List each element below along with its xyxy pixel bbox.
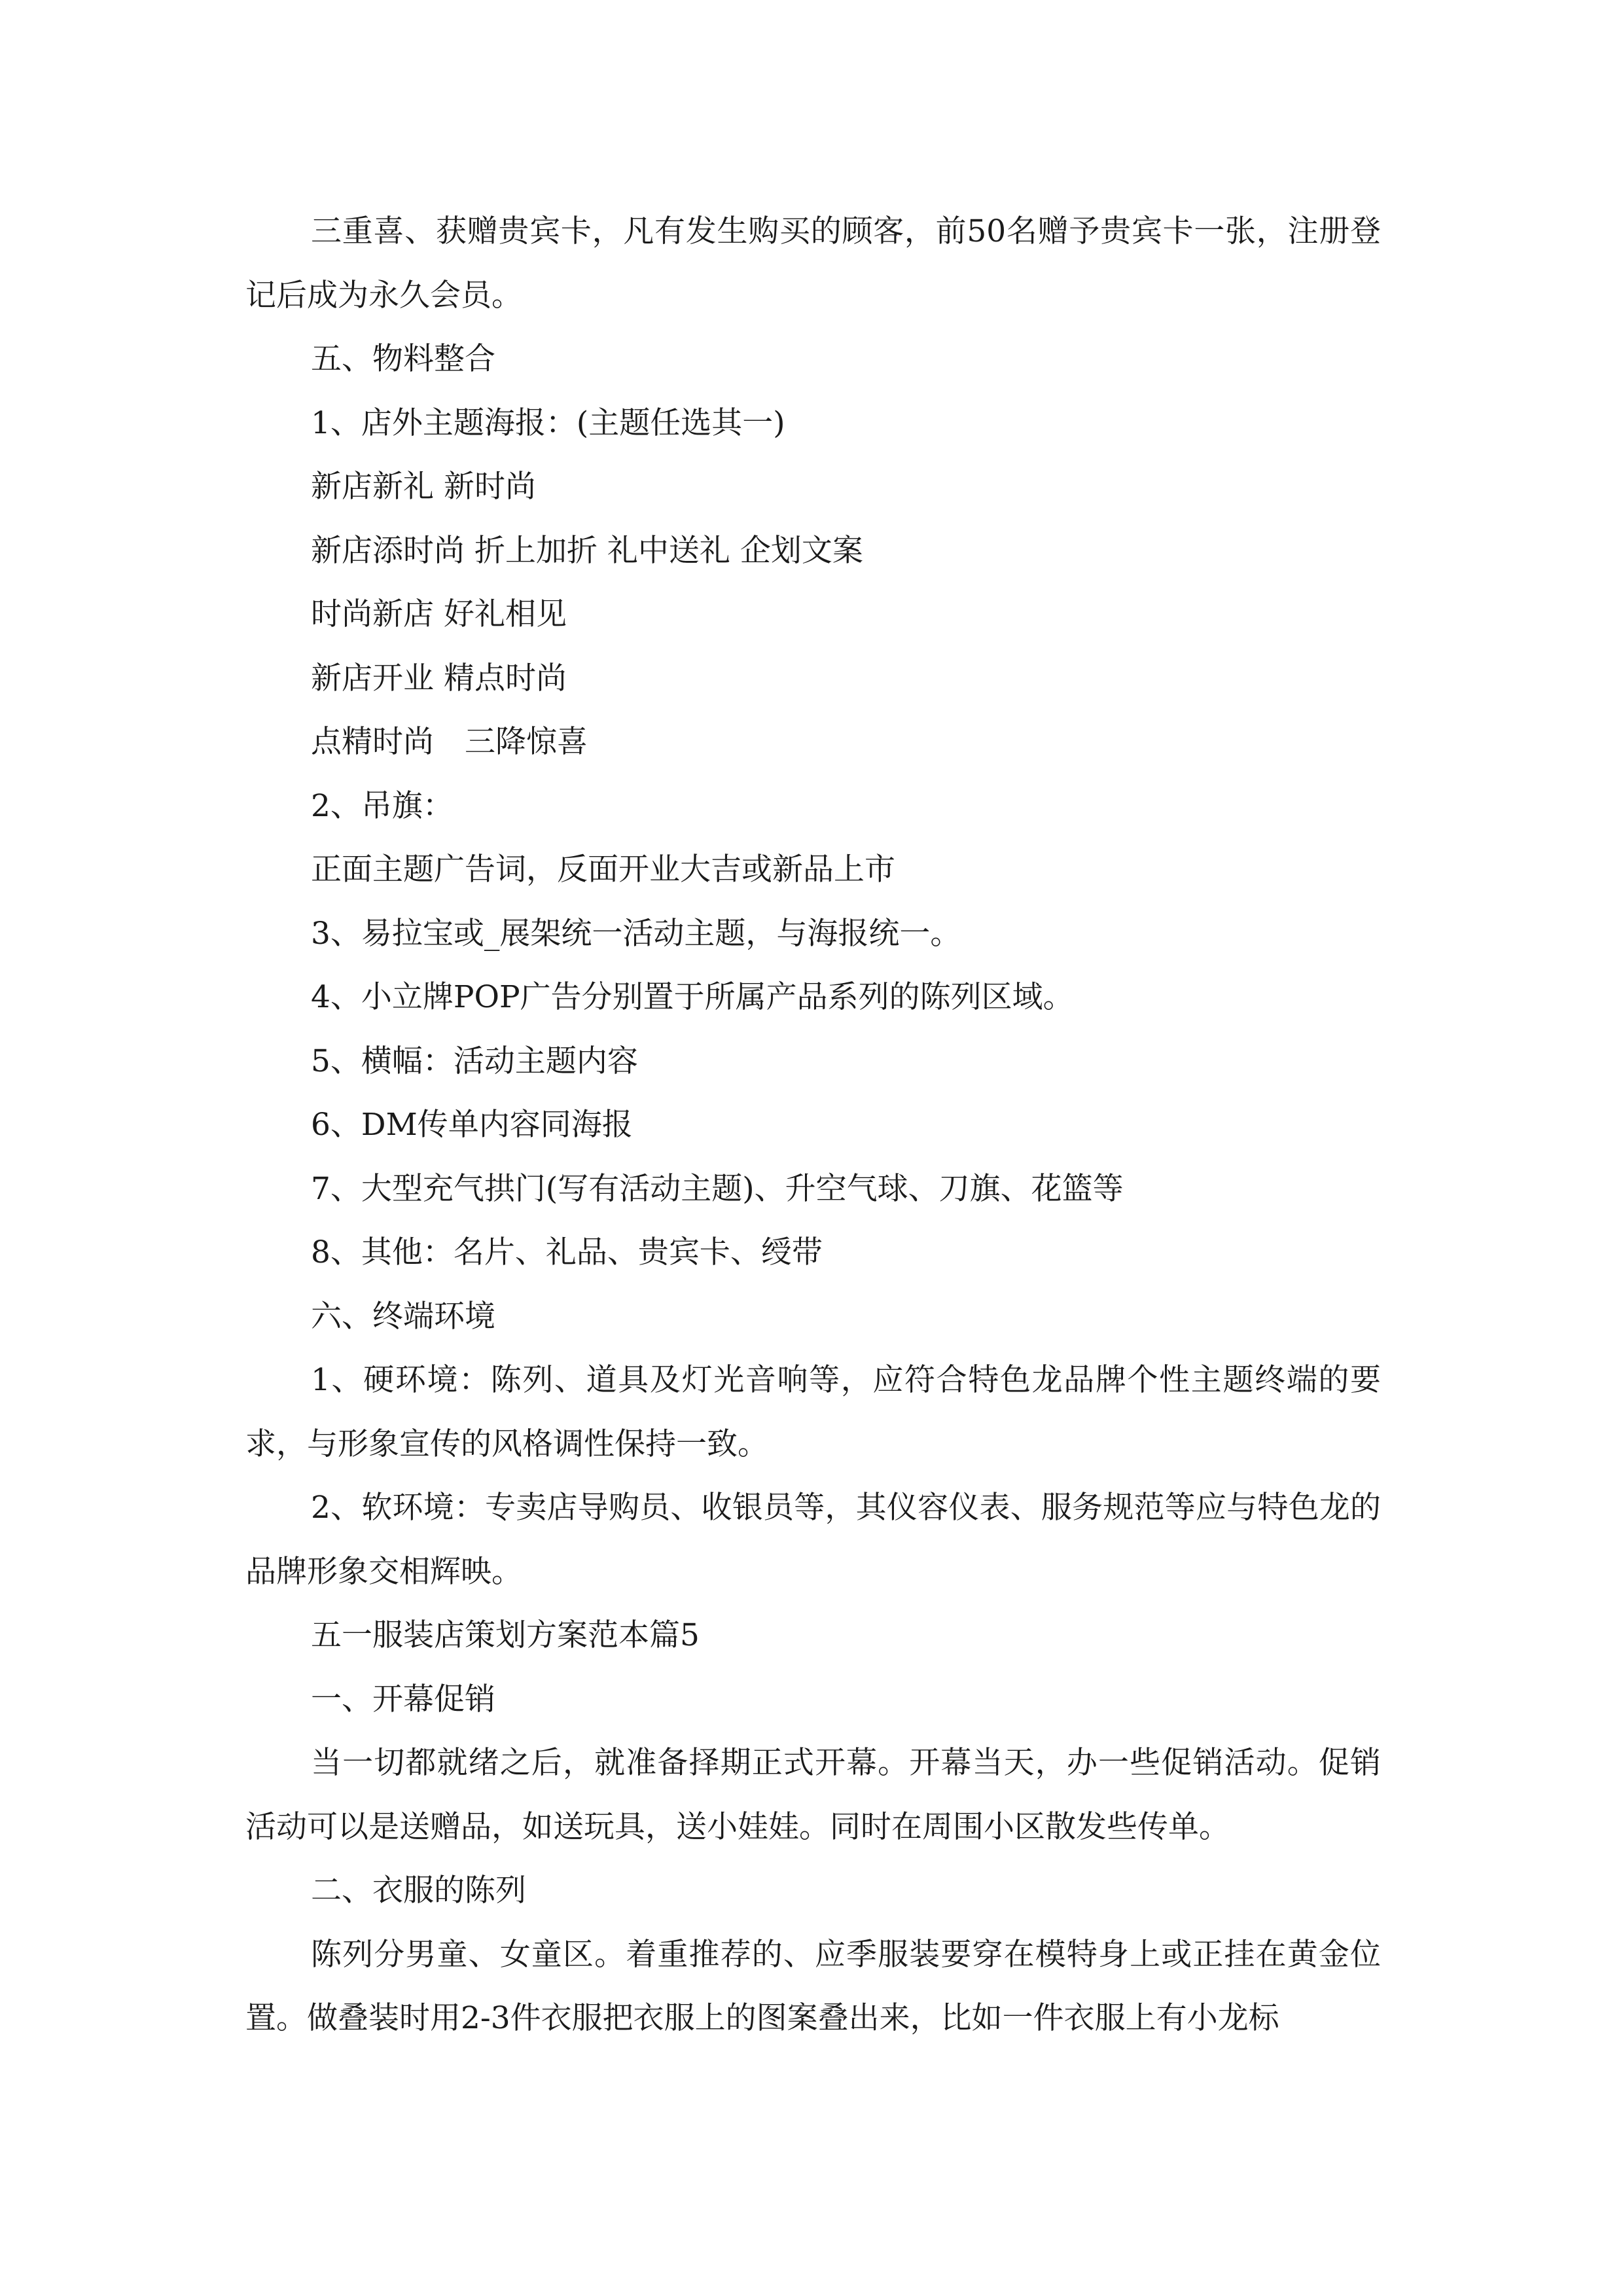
paragraph: 正面主题广告词，反面开业大吉或新品上市 <box>311 852 895 888</box>
slogan-line: 新店添时尚 折上加折 礼中送礼 企划文案 <box>311 532 863 569</box>
slogan-line: 新店开业 精点时尚 <box>311 660 567 696</box>
paragraph: 1、硬环境：陈列、道具及灯光音响等，应符合特色龙品牌个性主题终端的要求，与形象宣传的风格调性保持一致。 <box>245 1362 1381 1462</box>
article-title: 五一服装店策划方案范本篇5 <box>311 1617 700 1653</box>
list-item: 2、吊旗： <box>311 787 454 824</box>
document-body <box>245 200 1381 2051</box>
list-item: 4、小立牌POP广告分别置于所属产品系列的陈列区域。 <box>311 979 1074 1015</box>
list-item: 6、DM传单内容同海报 <box>311 1107 633 1143</box>
slogan-line: 时尚新店 好礼相见 <box>311 596 567 632</box>
list-item: 3、易拉宝或_展架统一活动主题，与海报统一。 <box>311 915 961 952</box>
slogan-line: 新店新礼 新时尚 <box>311 469 536 505</box>
list-item: 1、店外主题海报：(主题任选其一) <box>311 404 785 441</box>
list-item: 5、横幅：活动主题内容 <box>311 1043 638 1079</box>
section-heading: 一、开幕促销 <box>311 1681 495 1717</box>
paragraph: 当一切都就绪之后，就准备择期正式开幕。开幕当天，办一些促销活动。促销活动可以是送赠品，如送玩具，送小娃娃。同时在周围小区散发些传单。 <box>245 1745 1381 1845</box>
list-item: 7、大型充气拱门(写有活动主题)、升空气球、刀旗、花篮等 <box>311 1170 1124 1207</box>
section-heading: 二、衣服的陈列 <box>311 1873 526 1909</box>
slogan-line: 点精时尚 三降惊喜 <box>311 724 588 760</box>
section-heading: 五、物料整合 <box>311 341 495 377</box>
paragraph: 2、软环境：专卖店导购员、收银员等，其仪容仪表、服务规范等应与特色龙的品牌形象交相辉映。 <box>245 1490 1381 1590</box>
list-item: 8、其他：名片、礼品、贵宾卡、绶带 <box>311 1234 823 1270</box>
section-heading: 六、终端环境 <box>311 1298 495 1335</box>
paragraph: 陈列分男童、女童区。着重推荐的、应季服装要穿在模特身上或正挂在黄金位置。做叠装时用2-3件衣服把衣服上的图案叠出来，比如一件衣服上有小龙标 <box>245 1936 1381 2036</box>
paragraph: 三重喜、获赠贵宾卡，凡有发生购买的顾客，前50名赠予贵宾卡一张，注册登记后成为永久会员。 <box>245 213 1381 314</box>
